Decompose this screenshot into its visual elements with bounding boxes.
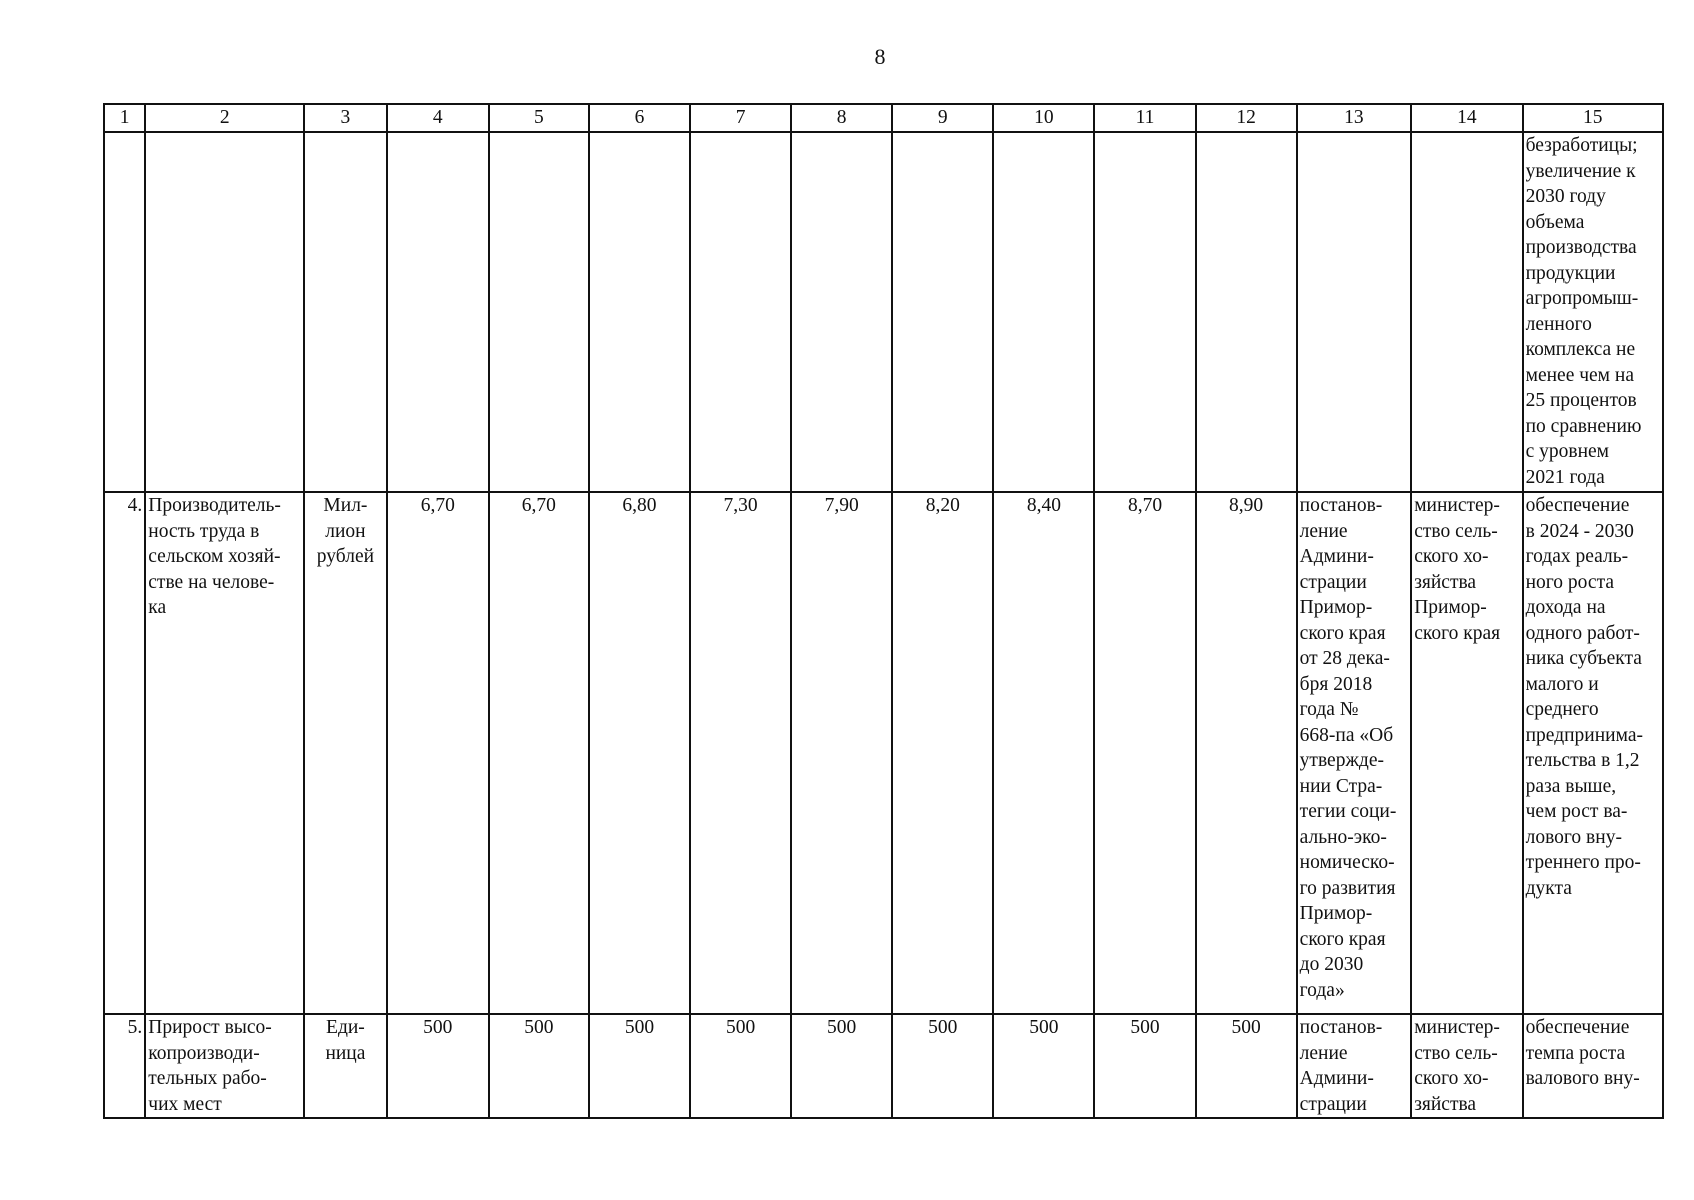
text-line: продукции <box>1525 262 1616 284</box>
text-line: дохода на <box>1525 597 1606 618</box>
column-number: 7 <box>690 104 791 132</box>
text-line: Мил- <box>323 495 368 516</box>
text-line: страции <box>1299 1093 1367 1115</box>
text-line: ление <box>1299 520 1348 542</box>
expected-result-cell <box>1523 132 1663 492</box>
text-line: раза выше, <box>1525 775 1617 797</box>
text-line: тегии соци- <box>1299 801 1397 822</box>
text-line: Производитель- <box>148 495 281 516</box>
text-line: ленного <box>1525 313 1592 335</box>
column-number: 4 <box>387 104 489 132</box>
text-line: Прирост высо- <box>148 1017 272 1038</box>
text-line: по сравнению <box>1525 415 1642 437</box>
text-line: страции <box>1299 571 1367 593</box>
text-line: дукта <box>1525 877 1572 899</box>
text-line: ника субъекта <box>1525 648 1642 669</box>
text-line: агропромыш- <box>1525 288 1639 309</box>
empty-cell <box>1196 132 1297 492</box>
indicator-name <box>145 492 304 1014</box>
text-line: нии Стра- <box>1299 775 1383 797</box>
text-line: го развития <box>1299 877 1396 899</box>
text-line: обеспечение <box>1525 495 1630 516</box>
value-cell: 500 <box>1196 1014 1297 1118</box>
empty-cell <box>791 132 892 492</box>
expected-result-cell <box>1523 1014 1663 1118</box>
column-number: 2 <box>145 104 304 132</box>
value-cell: 8,90 <box>1196 492 1297 1014</box>
value-cell: 8,40 <box>993 492 1094 1014</box>
column-number: 12 <box>1196 104 1297 132</box>
responsible-organization <box>1411 492 1522 1014</box>
value-cell: 6,70 <box>489 492 589 1014</box>
empty-cell <box>387 132 489 492</box>
text-line: объема <box>1525 211 1585 233</box>
text-line: ность труда в <box>148 520 260 542</box>
text-line: постанов- <box>1299 495 1383 516</box>
empty-cell <box>145 132 304 492</box>
text-line: Админи- <box>1299 546 1374 567</box>
column-number: 14 <box>1411 104 1522 132</box>
value-cell: 7,30 <box>690 492 791 1014</box>
document-reference <box>1297 1014 1412 1118</box>
text-line: чем рост ва- <box>1525 801 1628 822</box>
indicator-name <box>145 1014 304 1118</box>
text-line: обеспечение <box>1525 1017 1630 1038</box>
column-number: 6 <box>589 104 690 132</box>
empty-cell <box>489 132 589 492</box>
text-line: стве на челове- <box>148 571 275 593</box>
text-line: зяйства <box>1414 1093 1477 1115</box>
continuation-row <box>104 132 1663 492</box>
column-number: 15 <box>1523 104 1663 132</box>
text-line: бря 2018 <box>1299 673 1373 695</box>
text-line: комплекса не <box>1525 339 1636 360</box>
text-line: года № <box>1299 699 1359 720</box>
indicator-row-5 <box>104 1014 1663 1118</box>
expected-result-cell <box>1523 492 1663 1014</box>
text-line: ство сель- <box>1414 520 1498 542</box>
column-number: 3 <box>304 104 387 132</box>
text-line: ского хо- <box>1414 546 1489 567</box>
text-line: ление <box>1299 1042 1348 1064</box>
text-line: лового вну- <box>1525 826 1622 848</box>
value-cell: 8,70 <box>1094 492 1195 1014</box>
empty-cell <box>104 132 145 492</box>
text-line: тельства в 1,2 <box>1525 750 1640 771</box>
text-line: ство сель- <box>1414 1042 1498 1064</box>
value-cell: 8,20 <box>892 492 993 1014</box>
text-line: тельных рабо- <box>148 1068 267 1089</box>
empty-cell <box>892 132 993 492</box>
text-line: министер- <box>1414 1017 1500 1038</box>
text-line: 25 процентов <box>1525 390 1637 411</box>
empty-cell <box>1297 132 1412 492</box>
text-line: утвержде- <box>1299 750 1384 771</box>
text-line: Примор- <box>1299 597 1373 618</box>
column-number: 13 <box>1297 104 1412 132</box>
value-cell: 500 <box>993 1014 1094 1118</box>
text-line: годах реаль- <box>1525 546 1629 567</box>
text-line: рублей <box>316 546 375 567</box>
row-index: 5. <box>104 1014 145 1118</box>
indicators-table <box>103 103 1664 1119</box>
value-cell: 6,70 <box>387 492 489 1014</box>
column-number: 8 <box>791 104 892 132</box>
text-line: треннего про- <box>1525 852 1641 873</box>
text-line: валового вну- <box>1525 1068 1640 1089</box>
value-cell: 500 <box>387 1014 489 1118</box>
unit-of-measure <box>304 1014 387 1118</box>
text-line: копроизводи- <box>148 1042 260 1064</box>
text-line: увеличение к <box>1525 160 1636 182</box>
empty-cell <box>589 132 690 492</box>
text-line: ально-эко- <box>1299 826 1387 848</box>
text-line: от 28 дека- <box>1299 648 1390 669</box>
text-line: ского хо- <box>1414 1068 1489 1089</box>
value-cell: 500 <box>1094 1014 1195 1118</box>
text-line: одного работ- <box>1525 622 1640 644</box>
text-line: предпринима- <box>1525 724 1643 746</box>
text-line: года» <box>1299 979 1345 1001</box>
value-cell: 500 <box>489 1014 589 1118</box>
text-line: постанов- <box>1299 1017 1383 1038</box>
text-line: ского края <box>1299 622 1386 644</box>
text-line: Еди- <box>326 1017 365 1038</box>
column-number-row <box>104 104 1663 132</box>
text-line: до 2030 <box>1299 954 1364 975</box>
column-number: 5 <box>489 104 589 132</box>
text-line: 668-па «Об <box>1299 724 1394 746</box>
indicator-row-4 <box>104 492 1663 1014</box>
text-line: в 2024 - 2030 <box>1525 520 1634 542</box>
text-line: менее чем на <box>1525 364 1634 386</box>
empty-cell <box>993 132 1094 492</box>
text-line: ского края <box>1414 622 1501 644</box>
text-line: с уровнем <box>1525 441 1610 462</box>
empty-cell <box>1411 132 1522 492</box>
text-line: темпа роста <box>1525 1042 1626 1064</box>
text-line: Примор- <box>1414 597 1487 618</box>
text-line: чих мест <box>148 1093 222 1115</box>
document-reference <box>1297 492 1412 1014</box>
value-cell: 500 <box>892 1014 993 1118</box>
value-cell: 7,90 <box>791 492 892 1014</box>
value-cell: 500 <box>589 1014 690 1118</box>
value-cell: 500 <box>690 1014 791 1118</box>
text-line: лион <box>325 520 366 542</box>
value-cell: 500 <box>791 1014 892 1118</box>
unit-of-measure <box>304 492 387 1014</box>
text-line: 2030 году <box>1525 186 1606 207</box>
text-line: зяйства <box>1414 571 1477 593</box>
column-number: 1 <box>104 104 145 132</box>
text-line: министер- <box>1414 495 1500 516</box>
empty-cell <box>690 132 791 492</box>
text-line: ного роста <box>1525 571 1614 593</box>
row-index: 4. <box>104 492 145 1014</box>
value-cell: 6,80 <box>589 492 690 1014</box>
text-line: производства <box>1525 237 1637 258</box>
text-line: среднего <box>1525 699 1599 720</box>
text-line: 2021 года <box>1525 466 1605 488</box>
text-line: ского края <box>1299 928 1386 950</box>
text-line: безработицы; <box>1525 135 1638 156</box>
responsible-organization <box>1411 1014 1522 1118</box>
empty-cell <box>304 132 387 492</box>
page-number: 8 <box>874 44 886 69</box>
text-line: номическо- <box>1299 852 1395 873</box>
empty-cell <box>1094 132 1195 492</box>
text-line: Админи- <box>1299 1068 1374 1089</box>
column-number: 11 <box>1094 104 1195 132</box>
column-number: 10 <box>993 104 1094 132</box>
column-number: 9 <box>892 104 993 132</box>
text-line: малого и <box>1525 673 1599 695</box>
text-line: Примор- <box>1299 903 1373 924</box>
text-line: ка <box>148 597 167 618</box>
text-line: ница <box>325 1042 366 1064</box>
text-line: сельском хозяй- <box>148 546 281 567</box>
